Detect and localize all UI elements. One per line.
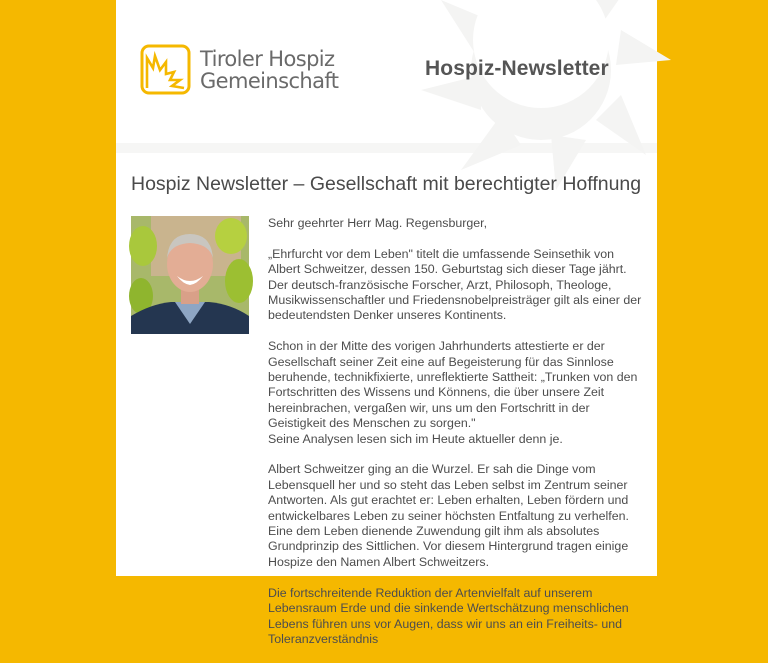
article-text — [268, 216, 642, 663]
article-body — [131, 216, 642, 663]
article-title: Hospiz Newsletter – Gesellschaft mit berechtigter Hoffnung — [131, 173, 642, 195]
article-content — [116, 173, 657, 663]
author-portrait-image — [131, 216, 249, 334]
paragraph: Seine Analysen lesen sich im Heute aktueller denn je. — [268, 431, 563, 446]
newsletter-header-title: Hospiz-Newsletter — [425, 57, 609, 80]
paragraph: Die fortschreitende Reduktion der Artenvielfalt auf unserem Lebensraum Erde und die sinkende Wertschätzung menschlichen Lebens führen uns vor Augen, dass wir uns an ein Freiheits- und Toleranzverständnis — [268, 585, 629, 646]
portrait-illustration — [131, 216, 249, 334]
logo[interactable] — [140, 44, 338, 95]
greeting: Sehr geehrter Herr Mag. Regensburger, — [268, 216, 488, 230]
logo-line-1: Tiroler Hospiz — [200, 46, 335, 71]
paragraph: „Ehrfurcht vor dem Leben" titelt die umfassende Seinsethik von Albert Schweitzer, dessen 150. Geburtstag sich dieser Tage jährt. Der deutsch-französische Forscher, Arzt, Philosoph, Theologe, Musikwissenschaftler und Friedensnobelpreisträger gilt als einer der bedeutendsten Denker unseres Kontinents. — [268, 246, 642, 323]
sunburst-logo-icon — [140, 44, 191, 95]
logo-line-2: Gemeinschaft — [200, 68, 339, 93]
newsletter-container — [116, 0, 657, 646]
paragraph: Schon in der Mitte des vorigen Jahrhunderts attestierte er der Gesellschaft seiner Zeit eine auf Begeisterung für das Sinnlose beruhende, technikfixierte, unreflektierte Sattheit: „Trunken von den Fortschritten des Wissens und Könnens, die über unsere Zeit hereinbrachen, vergaßen wir, uns um den Fortschritt in der Geistigkeit des Menschen zu sorgen." — [268, 339, 638, 431]
newsletter-header — [116, 0, 657, 143]
paragraph: Albert Schweitzer ging an die Wurzel. Er sah die Dinge vom Lebensquell her und so steht das Leben selbst im Zentrum seiner Antworten. Als gut erachtet er: Leben erhalten, Leben fördern und entwickelbares Leben zu seiner höchsten Entfaltung zu verhelfen. Eine dem Leben dienende Zuwendung gilt ihm als absolutes Grundprinzip des Sittlichen. Vor diesem Hintergrund tragen einige Hospize den Namen Albert Schweitzers. — [268, 462, 629, 569]
logo-text — [200, 48, 338, 92]
